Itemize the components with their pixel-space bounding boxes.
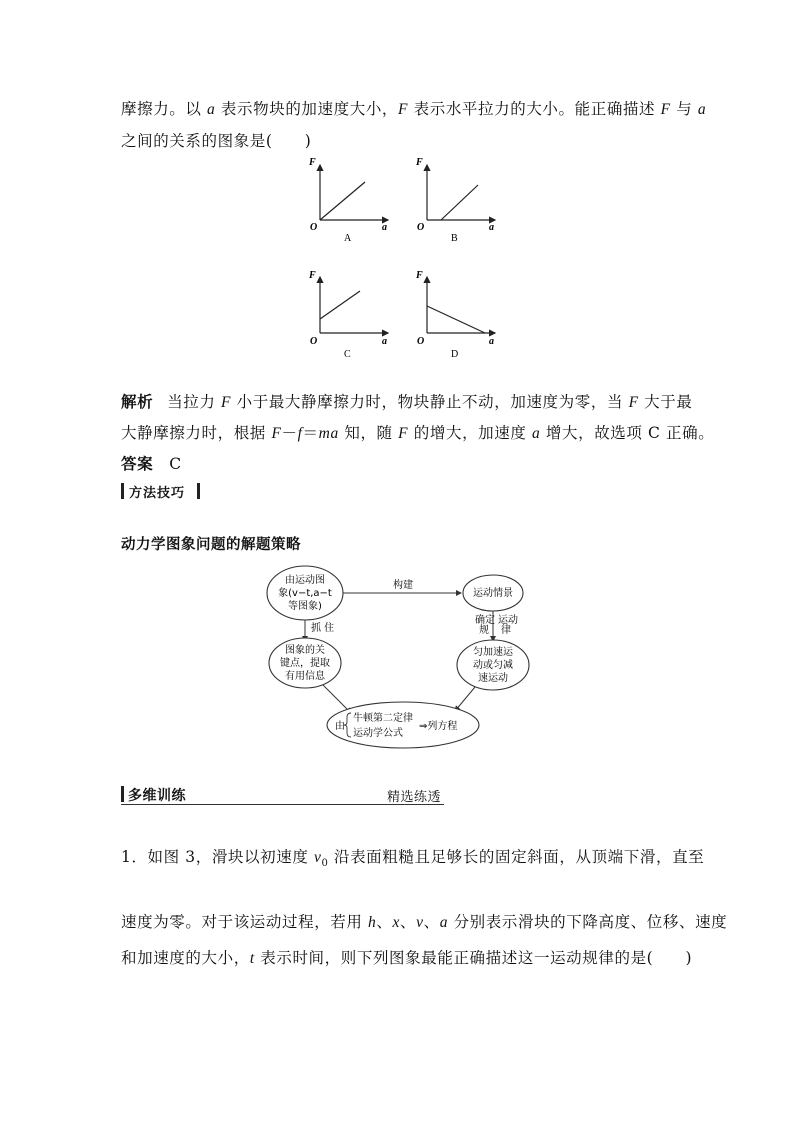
strategy-flowchart (255, 563, 518, 755)
answer-value: C (169, 455, 182, 473)
svg-text:律: 律 (501, 625, 511, 636)
problem-line-2: 速度为零。对于该运动过程，若用 h、x、v、a 分别表示滑块的下降高度、位移、速度 (121, 913, 728, 931)
question-line-2: 之间的关系的图象是( ) (121, 132, 312, 150)
svg-text:抓 住: 抓 住 (311, 623, 335, 634)
graph-c-origin-label: O (310, 336, 318, 347)
svg-text:键点，提取: 键点，提取 (280, 658, 330, 669)
svg-text:运动: 运动 (498, 615, 518, 626)
svg-text:速运动: 速运动 (478, 673, 508, 684)
edge-uniform-to-bottom (455, 687, 475, 711)
graph-d-a-label: a (489, 336, 494, 347)
svg-text:⇒列方程: ⇒列方程 (419, 721, 458, 732)
graph-c-line (320, 291, 360, 319)
graph-b (415, 157, 495, 244)
problem-line-3: 和加速度的大小，t 表示时间，则下列图象最能正确描述这一运动规律的是( ) (121, 949, 693, 967)
svg-text:动或匀减: 动或匀减 (473, 660, 513, 671)
graph-d-line (427, 306, 485, 333)
graph-b-origin-label: O (417, 222, 425, 233)
method-tag-right-bar (197, 483, 200, 499)
problem-line-1: 1．如图 3，滑块以初速度 $v_0$ 沿表面粗糙且足够长的固定斜面，从顶端下滑，直至 (121, 848, 705, 870)
analysis-label: 解析 (121, 393, 154, 411)
method-title: 动力学图象问题的解题策略 (121, 537, 301, 553)
training-right-label: 精选练透 (386, 790, 441, 805)
svg-text:等图象): 等图象) (288, 601, 322, 612)
method-tag-text: 方法技巧 (129, 486, 186, 501)
analysis-line-1: 解析 当拉力 F 小于最大静摩擦力时，物块静止不动，加速度为零，当 F 大于最 (121, 393, 693, 411)
svg-text:确定: 确定 (475, 615, 495, 626)
option-graphs (300, 155, 510, 370)
training-tag-bar (121, 786, 124, 802)
graph-c-a-label: a (382, 336, 387, 347)
graph-d (415, 270, 495, 360)
svg-text:构建: 构建 (393, 580, 413, 591)
graph-a (308, 157, 388, 244)
graph-d-origin-label: O (417, 336, 425, 347)
graph-a-line (320, 182, 365, 220)
answer-label: 答案 (121, 455, 154, 473)
analysis-line-2: 大静摩擦力时，根据 F－f＝ma 知，随 F 的增大，加速度 a 增大，故选项 C 正确。 (121, 424, 715, 442)
method-tag-left-bar (121, 483, 124, 499)
graph-b-a-label: a (489, 222, 494, 233)
svg-text:匀加速运: 匀加速运 (473, 647, 513, 658)
graph-a-f-label: F (309, 157, 316, 168)
edge-key-to-bottom (323, 685, 351, 713)
graph-d-caption: D (451, 349, 459, 360)
graph-b-line (441, 185, 478, 220)
svg-text:图象的关: 图象的关 (285, 645, 325, 656)
answer-line (121, 452, 182, 474)
graph-b-f-label: F (416, 157, 423, 168)
svg-text:牛顿第二定律: 牛顿第二定律 (353, 713, 413, 724)
graph-a-a-label: a (382, 222, 387, 233)
graph-a-caption: A (344, 233, 352, 244)
graph-c (308, 270, 388, 360)
training-tag: 多维训练 (128, 788, 186, 804)
graph-d-f-label: F (416, 270, 423, 281)
svg-text:由运动图: 由运动图 (285, 575, 325, 586)
graph-b-caption: B (451, 233, 458, 244)
graph-c-caption: C (344, 349, 351, 360)
svg-text:规: 规 (479, 625, 489, 636)
svg-text:运动学公式: 运动学公式 (353, 728, 403, 739)
training-header (121, 786, 444, 805)
svg-text:有用信息: 有用信息 (285, 671, 325, 682)
svg-text:运动情景: 运动情景 (473, 588, 513, 599)
graph-a-origin-label: O (310, 222, 318, 233)
question-line-1: 摩擦力。以 a 表示物块的加速度大小，F 表示水平拉力的大小。能正确描述 F 与 a (121, 100, 707, 118)
svg-text:由: 由 (335, 721, 345, 732)
svg-text:象(v−t,a−t: 象(v−t,a−t (278, 588, 332, 599)
graph-c-f-label: F (309, 270, 316, 281)
